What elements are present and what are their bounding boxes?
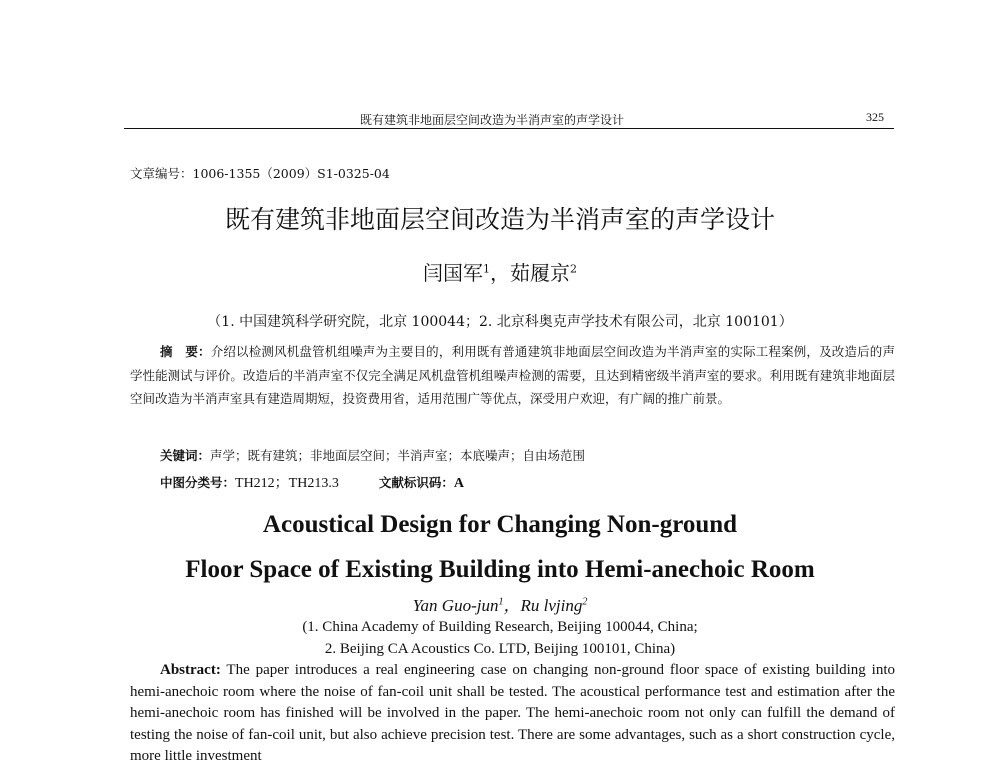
header-rule xyxy=(124,128,894,129)
cn-author-1-sup: 1 xyxy=(483,262,490,276)
en-author-2-sup: 2 xyxy=(582,596,588,608)
en-author-1-sup: 1 xyxy=(498,596,504,608)
cn-author-2-sup: 2 xyxy=(570,262,577,276)
cn-affiliation: （1. 中国建筑科学研究院，北京 100044；2. 北京科奥克声学技术有限公司，北京 100101） xyxy=(207,314,793,330)
en-author-separator: ， xyxy=(503,596,521,615)
en-abstract-text: The paper introduces a real engineering case on changing non-ground floor space of existing building into hemi-anechoic room where the noise of fan-coil unit shall be tested. The acoustical performance test and estimation after the hemi-anechoic room has finished will be involved in the paper. The hemi-anechoic room not only can fulfill the demand of testing the noise of fan-coil unit, but also achieve precision test. There are some advantages, such as a short construction cycle, more little investment xyxy=(130,662,895,764)
cn-author-1: 闫国军 xyxy=(423,261,483,285)
cn-abstract-text: 介绍以检测风机盘管机组噪声为主要目的，利用既有普通建筑非地面层空间改造为半消声室的实际工程案例，及改造后的声学性能测试与评价。改造后的半消声室不仅完全满足风机盘管机组噪声检测的需要，且达到精密级半消声室的要求。利用既有建筑非地面层空间改造为半消声室具有建造周期短，投资费用省，适用范围广等优点，深受用户欢迎，有广阔的推广前景。 xyxy=(130,344,895,406)
en-authors xyxy=(0,591,1000,616)
en-author-2: Ru lvjing xyxy=(520,596,583,615)
cn-abstract-label: 摘 要： xyxy=(160,344,211,359)
en-author-1: Yan Guo-jun xyxy=(412,596,499,615)
article-id: 文章编号：1006-1355（2009）S1-0325-04 xyxy=(130,166,390,181)
cn-class-value: TH212；TH213.3 xyxy=(235,476,339,491)
cn-keywords xyxy=(160,446,585,464)
en-affiliation-2: 2. Beijing CA Acoustics Co. LTD, Beijing 100101, China) xyxy=(324,641,676,657)
cn-author-2: 茹履京 xyxy=(510,261,570,285)
running-title: 既有建筑非地面层空间改造为半消声室的声学设计 xyxy=(360,113,625,127)
cn-title: 既有建筑非地面层空间改造为半消声室的声学设计 xyxy=(224,205,775,234)
cn-abstract xyxy=(130,340,895,411)
en-abstract-label: Abstract: xyxy=(160,662,221,678)
cn-keywords-value: 声学；既有建筑；非地面层空间；半消声室；本底噪声；自由场范围 xyxy=(210,448,586,463)
en-affiliation-1: (1. China Academy of Building Research, Beijing 100044, China; xyxy=(302,619,698,635)
cn-authors xyxy=(0,257,1000,286)
cn-doc-code-value: A xyxy=(453,476,464,491)
en-title-line-2: Floor Space of Existing Building into Hemi-anechoic Room xyxy=(185,556,815,583)
cn-keywords-label: 关键词： xyxy=(160,448,211,463)
cn-class-label: 中图分类号： xyxy=(160,475,236,490)
en-title-line-1: Acoustical Design for Changing Non-ground xyxy=(262,511,738,538)
cn-classification xyxy=(160,472,464,492)
cn-doc-code-label: 文献标识码： xyxy=(378,475,454,490)
en-abstract xyxy=(130,660,895,768)
page-number: 325 xyxy=(866,110,884,124)
cn-author-separator: ， xyxy=(490,261,510,285)
